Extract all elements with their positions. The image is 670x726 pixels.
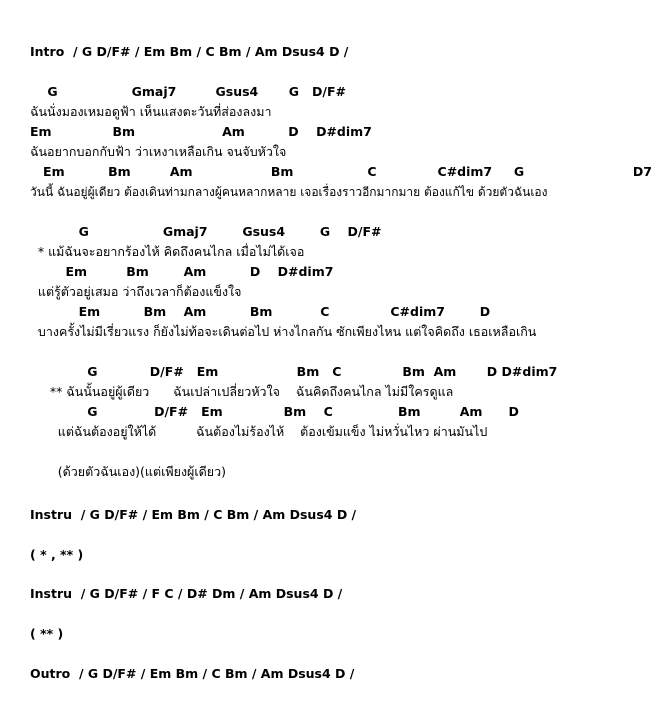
chorus1-lyric-2: แต่รู้ตัวอยู่เสมอ ว่าถึงเวลาก็ต้องแข็งใจ xyxy=(22,284,242,299)
chorus1-chords-2: Em Bm Am D D#dim7 xyxy=(22,264,334,279)
chorus2-chords-1: G D/F# Em Bm C Bm Am D D#dim7 xyxy=(22,364,558,379)
chorus1-lyric-3: บางครั้งไม่มีเรี่ยวแรง ก็ยังไม่ท้อจะเดินต่อไป ห่างไกลกัน ซักเพียงไหน แต่ใจคิดถึง เธอเหลือเกิน xyxy=(22,324,537,339)
instru-line-1: Instru / G D/F# / Em Bm / C Bm / Am Dsus4 D / xyxy=(30,507,357,522)
verse-lyric-2: ฉันอยากบอกกับฟ้า ว่าเหงาเหลือเกิน จนจับหัวใจ xyxy=(30,144,287,159)
outro-line: Outro / G D/F# / Em Bm / C Bm / Am Dsus4 D / xyxy=(30,666,355,681)
chorus2-chords-2: G D/F# Em Bm C Bm Am D xyxy=(22,404,519,419)
verse-chords-3: Em Bm Am Bm C C#dim7 G D7 xyxy=(30,164,653,179)
verse-chords-2: Em Bm Am D D#dim7 xyxy=(30,124,372,139)
instru-line-2: Instru / G D/F# / F C / D# Dm / Am Dsus4 D / xyxy=(30,586,343,601)
tag-line: (ด้วยตัวฉันเอง)(แต่เพียงผู้เดียว) xyxy=(22,464,226,479)
verse-lyric-1: ฉันนั่งมองเหมอดูฟ้า เห็นแสงตะวันที่ส่องลงมา xyxy=(30,104,272,119)
repeat-line-2: ( ** ) xyxy=(30,626,64,641)
chorus1-chords-3: Em Bm Am Bm C C#dim7 D xyxy=(22,304,491,319)
verse-chords-1: G Gmaj7 Gsus4 G D/F# xyxy=(30,84,346,99)
repeat-line-1: ( * , ** ) xyxy=(30,547,84,562)
chorus2-lyric-2: แต่ฉันต้องอยู่ให้ได้ ฉันต้องไม่ร้องไห้ ต้องเข้มแข็ง ไม่หวั่นไหว ผ่านมันไป xyxy=(22,424,488,439)
intro-line: Intro / G D/F# / Em Bm / C Bm / Am Dsus4 D / xyxy=(30,44,349,59)
verse-lyric-3: วันนี้ ฉันอยู่ผู้เดียว ต้องเดินท่ามกลางผู้คนหลากหลาย เจอเรื่องราวอีกมากมาย ต้องแก้ไข ด้วยตัวฉันเอง xyxy=(30,185,548,199)
chorus2-lyric-1: ** ฉันนั้นอยู่ผู้เดียว ฉันเปล่าเปลี่ยวหัวใจ ฉันคิดถึงคนไกล ไม่มีใครดูแล xyxy=(22,384,454,399)
chorus1-chords-1: G Gmaj7 Gsus4 G D/F# xyxy=(22,224,382,239)
chorus1-lyric-1: * แม้ฉันจะอยากร้องไห้ คิดถึงคนไกล เมื่อไม่ได้เจอ xyxy=(22,244,305,259)
